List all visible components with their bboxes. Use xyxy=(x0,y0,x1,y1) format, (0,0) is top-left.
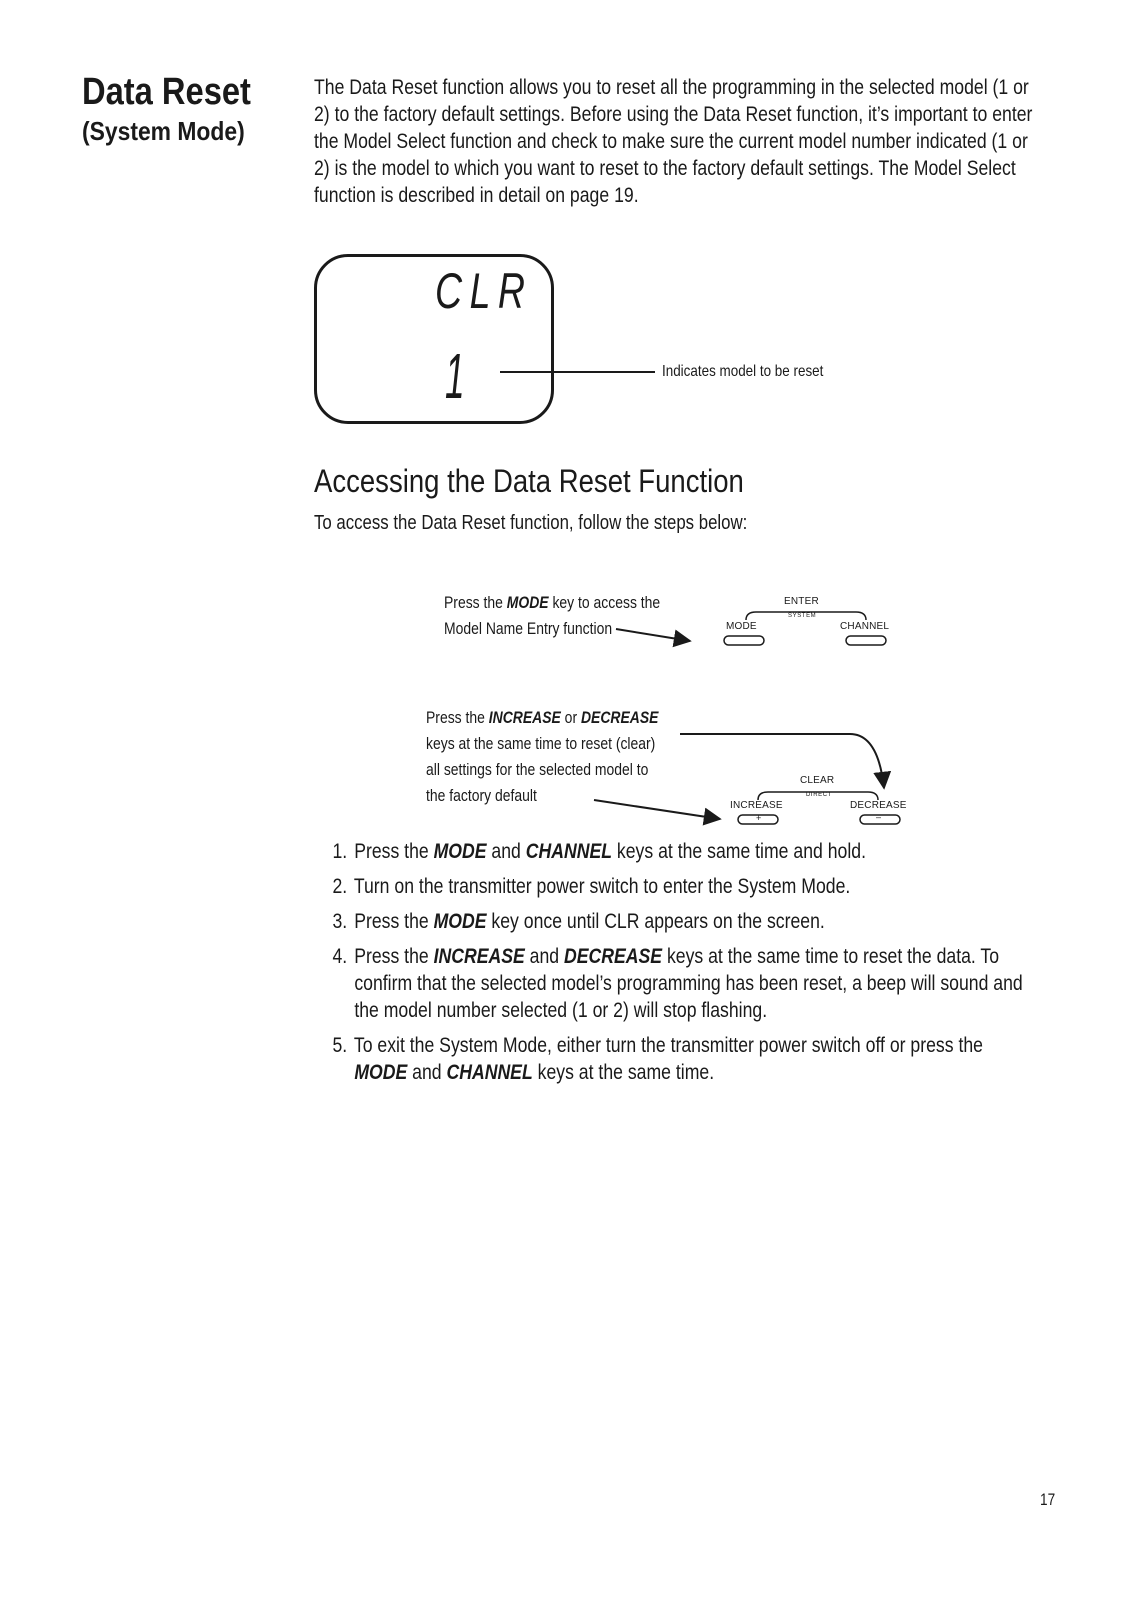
increase-decrease-note: Press the INCREASE or DECREASE keys at the same time to reset (clear) all settings for the selected model to the factory default xyxy=(426,708,659,805)
step-item: 2. Turn on the transmitter power switch to enter the System Mode. xyxy=(332,875,851,898)
decrease-arrow xyxy=(680,734,884,788)
key-name-decrease: DECREASE xyxy=(580,708,659,727)
decrease-key-label: DECREASE xyxy=(850,800,907,811)
lcd-callout-label: Indicates model to be reset xyxy=(662,363,824,380)
page-number: 17 xyxy=(1040,1490,1056,1509)
mode-key-label: MODE xyxy=(726,621,757,632)
lcd-model-number: 1 xyxy=(445,340,465,412)
intro-line: 2) is the model to which you want to reset to the factory default settings. The Model Select xyxy=(314,157,1016,180)
plus-symbol: + xyxy=(756,813,762,823)
step-item: 3. Press the MODE key once until CLR appears on the screen. xyxy=(332,910,825,933)
lcd-clr-readout: CLR xyxy=(435,263,533,319)
section-subtitle: (System Mode) xyxy=(82,116,245,146)
minus-symbol: – xyxy=(876,812,882,822)
mode-key-note: Press the MODE key to access the Model Name Entry function xyxy=(444,593,661,638)
mode-key-button xyxy=(724,636,764,645)
channel-key-button xyxy=(846,636,886,645)
intro-line: the Model Select function and check to make sure the current model number indicated (1 or xyxy=(314,130,1028,153)
step-item: 4. Press the INCREASE and DECREASE keys at the same time to reset the data. To confirm that the selected model’s programming has been reset, a beep will sound and the model number selected (1 or 2) will stop flashing. xyxy=(332,945,1023,1022)
direct-key-label: DIRECT xyxy=(806,792,832,798)
callout-leader-line xyxy=(500,371,655,373)
intro-line: 2) to the factory default settings. Before using the Data Reset function, it’s important to enter xyxy=(314,103,1033,126)
lcd-screen-illustration xyxy=(314,254,554,424)
key-name-increase: INCREASE xyxy=(488,708,561,727)
section-title: Data Reset xyxy=(82,71,251,113)
intro-line: The Data Reset function allows you to reset all the programming in the selected model (1 or xyxy=(314,76,1029,99)
enter-key-label: ENTER xyxy=(784,596,819,607)
intro-paragraph xyxy=(314,74,1127,209)
intro-line: function is described in detail on page 19. xyxy=(314,184,639,207)
channel-key-label: CHANNEL xyxy=(840,621,890,632)
key-name-mode: MODE xyxy=(506,593,549,612)
clear-key-label: CLEAR xyxy=(800,775,835,786)
section-heading: Accessing the Data Reset Function xyxy=(314,463,744,499)
step-item: 1. Press the MODE and CHANNEL keys at the same time and hold. xyxy=(332,840,866,863)
increase-key-label: INCREASE xyxy=(730,800,783,811)
steps-list xyxy=(314,838,1054,1094)
section-lead: To access the Data Reset function, follow the steps below: xyxy=(314,512,748,534)
system-key-label: SYSTEM xyxy=(788,613,817,619)
step-item: 5. To exit the System Mode, either turn the transmitter power switch off or press the MODE and CHANNEL keys at the same time. xyxy=(332,1034,983,1084)
